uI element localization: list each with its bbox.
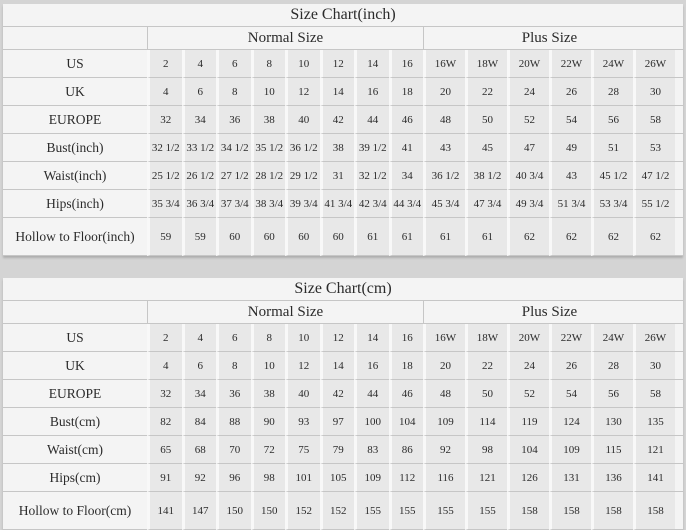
size-cell: 20W	[507, 50, 549, 78]
size-cell: 29 1/2	[285, 162, 320, 190]
size-cell: 70	[216, 436, 251, 464]
table-row	[3, 218, 683, 256]
size-cell: 36 1/2	[285, 134, 320, 162]
size-cell: 152	[285, 492, 320, 530]
size-cell: 119	[507, 408, 549, 436]
corner-cell	[3, 301, 147, 324]
size-cell: 38	[320, 134, 355, 162]
size-cell: 14	[320, 78, 355, 106]
column-group-normal-size: Normal Size	[147, 27, 423, 50]
size-cell: 109	[549, 436, 591, 464]
size-cell: 10	[285, 324, 320, 352]
size-cell: 53 3/4	[591, 190, 633, 218]
table-right-filler	[675, 78, 683, 106]
size-cell: 36 1/2	[423, 162, 465, 190]
size-cell: 98	[465, 436, 507, 464]
size-cell: 10	[251, 78, 286, 106]
row-label: Hollow to Floor(cm)	[3, 492, 147, 530]
table-right-filler	[675, 27, 683, 50]
size-cell: 121	[465, 464, 507, 492]
size-cell: 18	[389, 78, 424, 106]
table-row	[3, 190, 683, 218]
size-cell: 20W	[507, 324, 549, 352]
size-cell: 45	[465, 134, 507, 162]
size-cell: 18W	[465, 50, 507, 78]
column-group-plus-size: Plus Size	[423, 27, 675, 50]
size-cell: 59	[182, 218, 217, 256]
size-cell: 39 1/2	[354, 134, 389, 162]
size-cell: 158	[591, 492, 633, 530]
table-right-filler	[675, 492, 683, 530]
size-cell: 54	[549, 380, 591, 408]
size-cell: 30	[633, 78, 675, 106]
size-cell: 109	[423, 408, 465, 436]
row-label: Hollow to Floor(inch)	[3, 218, 147, 256]
size-cell: 12	[320, 50, 355, 78]
size-cell: 93	[285, 408, 320, 436]
size-cell: 46	[389, 380, 424, 408]
size-cell: 56	[591, 380, 633, 408]
row-label: Hips(inch)	[3, 190, 147, 218]
size-cell: 65	[147, 436, 182, 464]
size-cell: 121	[633, 436, 675, 464]
size-cell: 91	[147, 464, 182, 492]
column-group-row	[3, 27, 683, 50]
row-label: Waist(inch)	[3, 162, 147, 190]
row-label: EUROPE	[3, 380, 147, 408]
row-label: US	[3, 324, 147, 352]
row-label: UK	[3, 352, 147, 380]
size-cell: 40	[285, 380, 320, 408]
size-cell: 44	[354, 380, 389, 408]
column-group-plus-size: Plus Size	[423, 301, 675, 324]
size-cell: 50	[465, 106, 507, 134]
size-cell: 52	[507, 380, 549, 408]
size-cell: 22W	[549, 324, 591, 352]
table-right-filler	[675, 352, 683, 380]
size-cell: 135	[633, 408, 675, 436]
size-cell: 92	[423, 436, 465, 464]
table-row	[3, 324, 683, 352]
size-cell: 62	[591, 218, 633, 256]
size-cell: 30	[633, 352, 675, 380]
size-cell: 10	[285, 50, 320, 78]
size-cell: 60	[251, 218, 286, 256]
size-cell: 24W	[591, 324, 633, 352]
size-cell: 27 1/2	[216, 162, 251, 190]
table-right-filler	[675, 106, 683, 134]
size-cell: 90	[251, 408, 286, 436]
row-label: Hips(cm)	[3, 464, 147, 492]
size-cell: 8	[251, 324, 286, 352]
table-row	[3, 50, 683, 78]
size-cell: 6	[216, 324, 251, 352]
size-cell: 126	[507, 464, 549, 492]
size-cell: 38	[251, 380, 286, 408]
table-row	[3, 436, 683, 464]
corner-cell	[3, 27, 147, 50]
size-cell: 25 1/2	[147, 162, 182, 190]
size-cell: 52	[507, 106, 549, 134]
size-cell: 96	[216, 464, 251, 492]
size-cell: 150	[251, 492, 286, 530]
size-cell: 12	[285, 78, 320, 106]
size-cell: 20	[423, 78, 465, 106]
size-cell: 4	[147, 78, 182, 106]
table-title-row	[3, 278, 683, 301]
size-cell: 59	[147, 218, 182, 256]
size-cell: 124	[549, 408, 591, 436]
table-right-filler	[675, 324, 683, 352]
size-cell: 34 1/2	[216, 134, 251, 162]
size-cell: 39 3/4	[285, 190, 320, 218]
size-cell: 86	[389, 436, 424, 464]
table-row	[3, 134, 683, 162]
size-cell: 26	[549, 78, 591, 106]
size-cell: 61	[423, 218, 465, 256]
size-cell: 40	[285, 106, 320, 134]
size-cell: 158	[633, 492, 675, 530]
size-cell: 16W	[423, 324, 465, 352]
size-cell: 68	[182, 436, 217, 464]
size-cell: 34	[389, 162, 424, 190]
table-right-filler	[675, 408, 683, 436]
size-cell: 61	[389, 218, 424, 256]
size-cell: 48	[423, 380, 465, 408]
table-right-filler	[675, 380, 683, 408]
size-cell: 6	[216, 50, 251, 78]
size-cell: 14	[320, 352, 355, 380]
size-cell: 32	[147, 380, 182, 408]
size-cell: 136	[591, 464, 633, 492]
size-cell: 47 3/4	[465, 190, 507, 218]
size-cell: 28 1/2	[251, 162, 286, 190]
size-cell: 105	[320, 464, 355, 492]
size-cell: 26	[549, 352, 591, 380]
table-right-filler	[675, 190, 683, 218]
size-cell: 47	[507, 134, 549, 162]
size-cell: 12	[285, 352, 320, 380]
column-group-row	[3, 301, 683, 324]
size-cell: 155	[389, 492, 424, 530]
size-cell: 44 3/4	[389, 190, 424, 218]
size-cell: 18	[389, 352, 424, 380]
table-right-filler	[675, 162, 683, 190]
size-cell: 32	[147, 106, 182, 134]
table-title: Size Chart(cm)	[3, 278, 683, 301]
size-cell: 158	[507, 492, 549, 530]
size-cell: 34	[182, 106, 217, 134]
size-cell: 150	[216, 492, 251, 530]
size-cell: 158	[549, 492, 591, 530]
size-cell: 32 1/2	[354, 162, 389, 190]
size-cell: 36	[216, 106, 251, 134]
size-cell: 60	[216, 218, 251, 256]
size-cell: 16	[389, 50, 424, 78]
size-cell: 61	[465, 218, 507, 256]
size-cell: 104	[389, 408, 424, 436]
size-cell: 4	[182, 50, 217, 78]
table-row	[3, 78, 683, 106]
table-row	[3, 464, 683, 492]
size-cell: 45 1/2	[591, 162, 633, 190]
size-cell: 75	[285, 436, 320, 464]
row-label: US	[3, 50, 147, 78]
size-cell: 49	[549, 134, 591, 162]
size-cell: 35 3/4	[147, 190, 182, 218]
size-cell: 40 3/4	[507, 162, 549, 190]
size-cell: 50	[465, 380, 507, 408]
size-cell: 37 3/4	[216, 190, 251, 218]
size-cell: 62	[507, 218, 549, 256]
size-cell: 62	[549, 218, 591, 256]
table-right-filler	[675, 464, 683, 492]
size-cell: 38 1/2	[465, 162, 507, 190]
size-cell: 60	[320, 218, 355, 256]
size-cell: 16	[354, 78, 389, 106]
size-cell: 101	[285, 464, 320, 492]
table-right-filler	[675, 436, 683, 464]
size-cell: 12	[320, 324, 355, 352]
size-cell: 14	[354, 50, 389, 78]
size-cell: 58	[633, 380, 675, 408]
size-cell: 92	[182, 464, 217, 492]
row-label: Waist(cm)	[3, 436, 147, 464]
size-cell: 10	[251, 352, 286, 380]
size-cell: 58	[633, 106, 675, 134]
size-cell: 8	[216, 352, 251, 380]
size-cell: 109	[354, 464, 389, 492]
size-cell: 8	[251, 50, 286, 78]
size-chart-cm-table	[3, 278, 683, 530]
size-cell: 56	[591, 106, 633, 134]
size-cell: 22	[465, 352, 507, 380]
size-cell: 155	[423, 492, 465, 530]
size-cell: 36	[216, 380, 251, 408]
size-cell: 8	[216, 78, 251, 106]
size-cell: 53	[633, 134, 675, 162]
size-cell: 38 3/4	[251, 190, 286, 218]
size-cell: 141	[633, 464, 675, 492]
size-cell: 6	[182, 352, 217, 380]
table-row	[3, 492, 683, 530]
size-cell: 147	[182, 492, 217, 530]
size-cell: 16W	[423, 50, 465, 78]
size-cell: 24W	[591, 50, 633, 78]
size-cell: 22W	[549, 50, 591, 78]
table-row	[3, 408, 683, 436]
size-cell: 84	[182, 408, 217, 436]
size-cell: 2	[147, 50, 182, 78]
size-cell: 49 3/4	[507, 190, 549, 218]
size-cell: 98	[251, 464, 286, 492]
size-cell: 115	[591, 436, 633, 464]
size-cell: 16	[354, 352, 389, 380]
size-cell: 82	[147, 408, 182, 436]
size-cell: 6	[182, 78, 217, 106]
size-cell: 97	[320, 408, 355, 436]
size-cell: 33 1/2	[182, 134, 217, 162]
table-row	[3, 352, 683, 380]
size-cell: 26 1/2	[182, 162, 217, 190]
row-label: Bust(inch)	[3, 134, 147, 162]
size-cell: 88	[216, 408, 251, 436]
size-cell: 31	[320, 162, 355, 190]
size-cell: 51 3/4	[549, 190, 591, 218]
size-cell: 51	[591, 134, 633, 162]
size-cell: 24	[507, 352, 549, 380]
table-row	[3, 162, 683, 190]
size-cell: 42	[320, 106, 355, 134]
size-cell: 36 3/4	[182, 190, 217, 218]
size-cell: 24	[507, 78, 549, 106]
size-cell: 41	[389, 134, 424, 162]
size-cell: 43	[549, 162, 591, 190]
size-cell: 83	[354, 436, 389, 464]
size-cell: 60	[285, 218, 320, 256]
size-cell: 34	[182, 380, 217, 408]
size-cell: 42 3/4	[354, 190, 389, 218]
size-cell: 155	[465, 492, 507, 530]
table-right-filler	[675, 50, 683, 78]
size-cell: 114	[465, 408, 507, 436]
size-cell: 141	[147, 492, 182, 530]
table-title-row	[3, 4, 683, 27]
size-cell: 41 3/4	[320, 190, 355, 218]
size-cell: 20	[423, 352, 465, 380]
size-cell: 16	[389, 324, 424, 352]
size-cell: 130	[591, 408, 633, 436]
size-cell: 28	[591, 352, 633, 380]
table-right-filler	[675, 301, 683, 324]
row-label: UK	[3, 78, 147, 106]
table-right-filler	[675, 218, 683, 256]
size-cell: 100	[354, 408, 389, 436]
size-cell: 2	[147, 324, 182, 352]
size-cell: 152	[320, 492, 355, 530]
size-cell: 47 1/2	[633, 162, 675, 190]
size-cell: 43	[423, 134, 465, 162]
size-cell: 104	[507, 436, 549, 464]
size-cell: 26W	[633, 324, 675, 352]
size-cell: 45 3/4	[423, 190, 465, 218]
row-label: EUROPE	[3, 106, 147, 134]
size-cell: 62	[633, 218, 675, 256]
size-cell: 116	[423, 464, 465, 492]
size-cell: 22	[465, 78, 507, 106]
size-cell: 38	[251, 106, 286, 134]
size-cell: 61	[354, 218, 389, 256]
size-cell: 18W	[465, 324, 507, 352]
size-cell: 79	[320, 436, 355, 464]
size-cell: 131	[549, 464, 591, 492]
size-chart-inch-table	[3, 4, 683, 256]
size-cell: 35 1/2	[251, 134, 286, 162]
row-label: Bust(cm)	[3, 408, 147, 436]
size-cell: 42	[320, 380, 355, 408]
size-cell: 44	[354, 106, 389, 134]
table-right-filler	[675, 134, 683, 162]
size-cell: 4	[147, 352, 182, 380]
size-cell: 48	[423, 106, 465, 134]
size-cell: 54	[549, 106, 591, 134]
size-cell: 55 1/2	[633, 190, 675, 218]
size-cell: 46	[389, 106, 424, 134]
size-cell: 26W	[633, 50, 675, 78]
size-cell: 112	[389, 464, 424, 492]
table-row	[3, 106, 683, 134]
size-cell: 4	[182, 324, 217, 352]
size-cell: 14	[354, 324, 389, 352]
column-group-normal-size: Normal Size	[147, 301, 423, 324]
table-title: Size Chart(inch)	[3, 4, 683, 27]
size-cell: 72	[251, 436, 286, 464]
table-row	[3, 380, 683, 408]
size-cell: 28	[591, 78, 633, 106]
size-cell: 155	[354, 492, 389, 530]
size-cell: 32 1/2	[147, 134, 182, 162]
